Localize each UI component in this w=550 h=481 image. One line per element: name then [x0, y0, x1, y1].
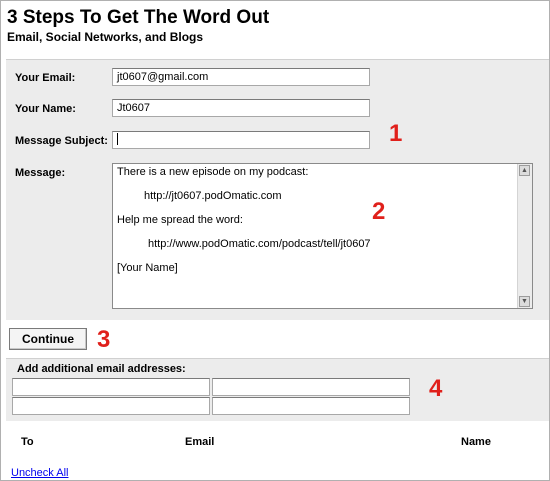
- name-field[interactable]: Jt0607: [112, 99, 370, 117]
- message-line: There is a new episode on my podcast:: [117, 166, 309, 178]
- step-number-3: 3: [97, 326, 111, 353]
- message-line: http://jt0607.podOmatic.com: [144, 190, 282, 202]
- page-subtitle: Email, Social Networks, and Blogs: [7, 30, 204, 44]
- uncheck-all-link[interactable]: Uncheck All: [11, 467, 69, 479]
- message-line: http://www.podOmatic.com/podcast/tell/jt0607: [148, 238, 371, 250]
- step-number-2: 2: [372, 198, 386, 225]
- page-title: 3 Steps To Get The Word Out: [7, 7, 270, 28]
- additional-email-field[interactable]: [212, 397, 410, 415]
- name-label: Your Name:: [15, 103, 76, 115]
- email-field[interactable]: jt0607@gmail.com: [112, 68, 370, 86]
- additional-email-field[interactable]: [12, 378, 210, 396]
- column-header-name: Name: [461, 436, 491, 448]
- email-label: Your Email:: [15, 72, 76, 84]
- additional-email-field[interactable]: [12, 397, 210, 415]
- message-textarea[interactable]: [112, 163, 533, 309]
- continue-button[interactable]: Continue: [9, 328, 87, 350]
- additional-email-field[interactable]: [212, 378, 410, 396]
- column-header-to: To: [21, 436, 34, 448]
- subject-field[interactable]: [112, 131, 370, 149]
- message-line: [Your Name]: [117, 262, 178, 274]
- step-number-4: 4: [429, 375, 443, 402]
- column-header-email: Email: [185, 436, 215, 448]
- additional-emails-label: Add additional email addresses:: [17, 363, 186, 375]
- text-caret: [117, 133, 118, 145]
- message-line: Help me spread the word:: [117, 214, 243, 226]
- scroll-up-arrow-icon[interactable]: ▲: [519, 165, 530, 176]
- scroll-down-arrow-icon[interactable]: ▼: [519, 296, 530, 307]
- message-label: Message:: [15, 167, 66, 179]
- step-number-1: 1: [389, 120, 403, 147]
- subject-label: Message Subject:: [15, 135, 108, 147]
- message-scrollbar[interactable]: [517, 164, 532, 308]
